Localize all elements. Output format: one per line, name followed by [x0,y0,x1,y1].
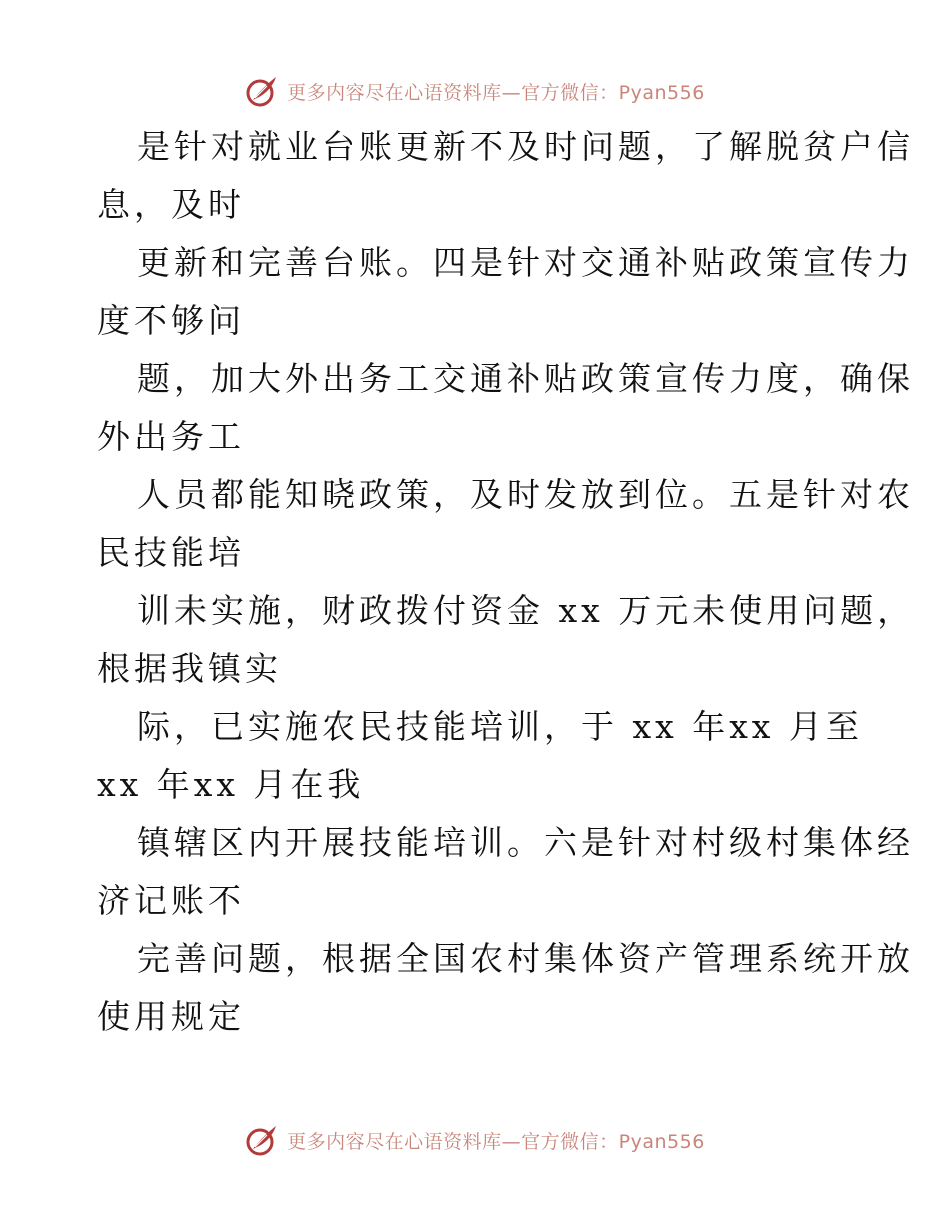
text-line: 济记账不 [97,881,245,920]
text-line: 人员都能知晓政策，及时发放到位。五是针对农 [137,475,914,514]
text-line: 际，已实施农民技能培训，于 xx 年xx 月至 [137,707,863,746]
text-line: 外出务工 [97,417,245,456]
text-line: 题，加大外出务工交通补贴政策宣传力度，确保 [137,359,914,398]
text-line: 民技能培 [97,533,245,572]
text-line: 镇辖区内开展技能培训。六是针对村级村集体经 [137,823,914,862]
footer-watermark [0,1120,950,1160]
text-line: xx 年xx 月在我 [97,765,365,804]
text-line: 完善问题，根据全国农村集体资产管理系统开放 [137,939,914,978]
document-body [97,118,915,1046]
text-line: 息，及时 [97,185,245,224]
watermark-text: 更多内容尽在心语资料库—官方微信：Pyan556 [287,81,705,104]
text-line: 更新和完善台账。四是针对交通补贴政策宣传力 [137,243,914,282]
text-line: 是针对就业台账更新不及时问题，了解脱贫户信 [137,127,914,166]
header-watermark [0,71,950,111]
quill-logo-icon [245,74,279,108]
watermark-text: 更多内容尽在心语资料库—官方微信：Pyan556 [287,1130,705,1153]
text-line: 度不够问 [97,301,245,340]
text-line: 训未实施，财政拨付资金 xx 万元未使用问题， [137,591,915,630]
quill-logo-icon [245,1123,279,1157]
text-line: 使用规定 [97,997,245,1036]
text-line: 根据我镇实 [97,649,282,688]
